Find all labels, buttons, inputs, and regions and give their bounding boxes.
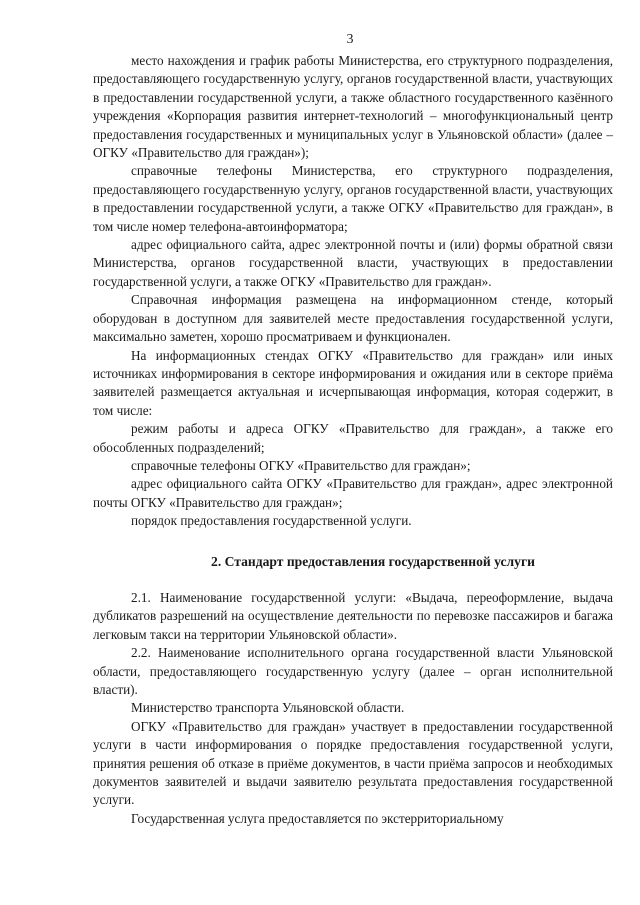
paragraph-website-email: адрес официального сайта, адрес электронной почты и (или) формы обратной связи Министерства, органов государственной власти, участвующих в предоставлении государственной услуги, а также ОГКУ «Правительство для граждан».: [93, 237, 613, 289]
paragraph-ogku-participation: ОГКУ «Правительство для граждан» участвует в предоставлении государственной услуги в части информирования о порядке предоставления государственной услуги, принятия решения об отказе в приёме документов, в части приёма запросов и необходимых документов заявителей и выдачи заявителю результата предоставления государственной услуги.: [93, 718, 613, 808]
paragraph-ministry: Министерство транспорта Ульяновской области.: [131, 700, 405, 716]
list-item-work-schedule: режим работы и адреса ОГКУ «Правительство для граждан», а также его обособленных подразделений;: [93, 421, 613, 455]
paragraph-extraterritorial: Государственная услуга предоставляется по экстерриториальному: [131, 810, 504, 826]
list-item-phones: справочные телефоны ОГКУ «Правительство для граждан»;: [131, 457, 471, 473]
paragraph-reference-phones: справочные телефоны Министерства, его структурного подразделения, предоставляющего государственную услугу, органов государственной власти, участвующих в предоставлении государственной услуги, а также ОГКУ «Правительство для граждан», в том числе номер телефона-автоинформатора;: [93, 163, 613, 234]
page-number: 3: [346, 32, 354, 47]
paragraph-2-2: 2.2. Наименование исполнительного органа государственной власти Ульяновской области, предоставляющего государственную услугу (далее – орган исполнительной власти).: [93, 645, 613, 697]
section-heading: 2. Стандарт предоставления государственной услуги: [211, 553, 535, 569]
paragraph-stands-content: На информационных стендах ОГКУ «Правительство для граждан» или иных источниках информирования в секторе информирования и ожидания или в секторе приёма заявителей размещается актуальная и исчерпывающая информация, которая содержит, в том числе:: [93, 347, 613, 418]
paragraph-info-stand: Справочная информация размещена на информационном стенде, который оборудован в доступном для заявителей месте предоставления государственной услуги, максимально заметен, хорошо просматриваем и функционален.: [93, 292, 613, 345]
list-item-procedure: порядок предоставления государственной услуги.: [131, 513, 412, 529]
paragraph-2-1: 2.1. Наименование государственной услуги: «Выдача, переоформление, выдача дубликатов разрешений на осуществление деятельности по перевозке пассажиров и багажа легковым такси на территории Ульяновской области».: [93, 589, 613, 642]
document-body: [93, 52, 613, 828]
list-item-site-email: адрес официального сайта ОГКУ «Правительство для граждан», адрес электронной почты ОГКУ «Правительство для граждан»;: [93, 476, 613, 510]
paragraph-location-schedule: место нахождения и график работы Министерства, его структурного подразделения, предоставляющего государственную услугу, органов государственной власти, участвующих в предоставлении государственной услуги, а также областного государственного казённого учреждения «Корпорация развития интернет-технологий – многофункциональный центр предоставления государственных и муниципальных услуг в Ульяновской области» (далее – ОГКУ «Правительство для граждан»);: [93, 53, 613, 161]
